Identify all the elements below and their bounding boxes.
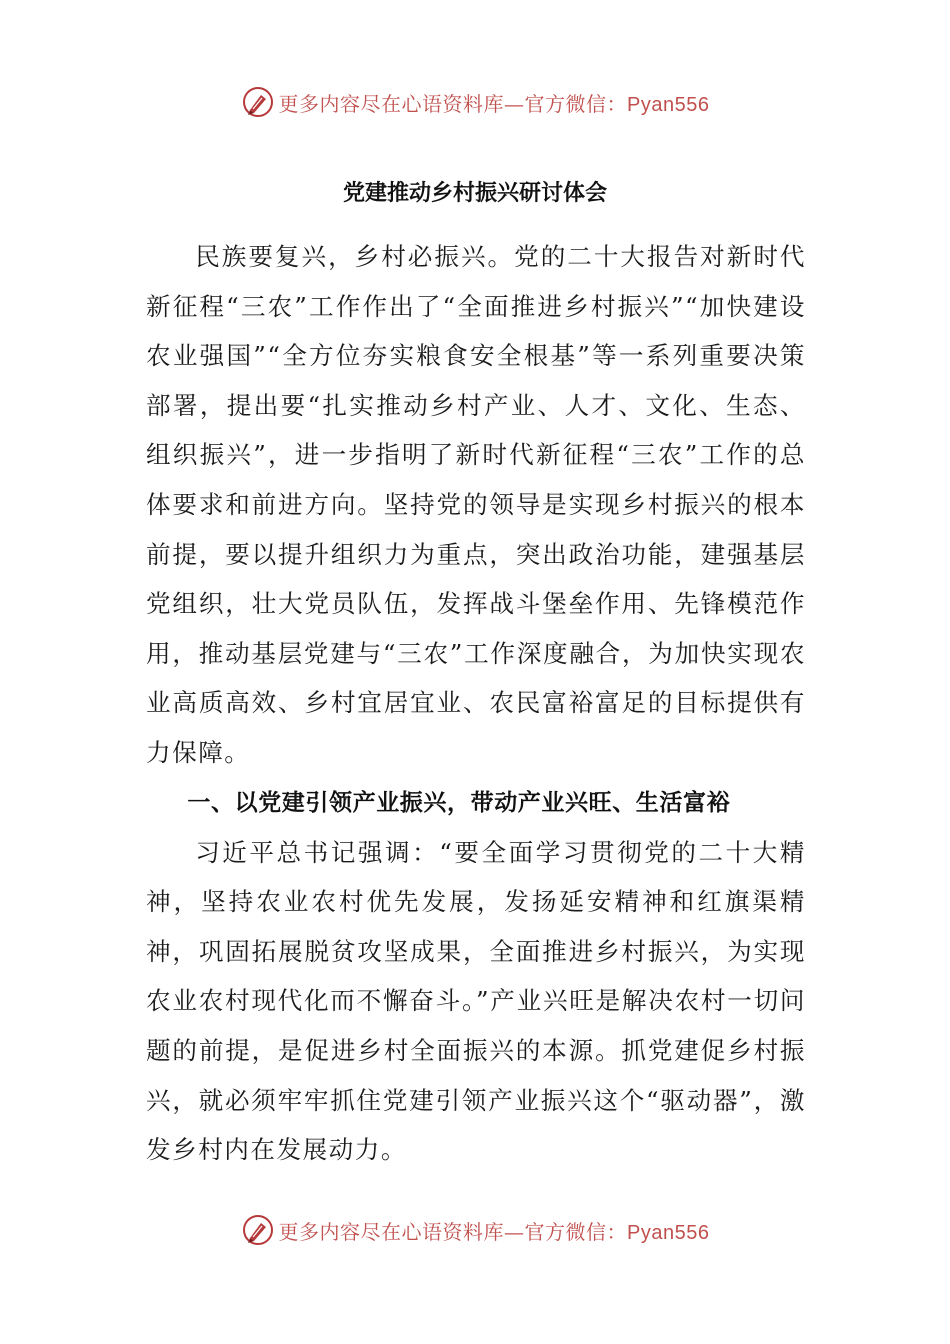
- banner-contact-label: 官方微信：: [524, 1219, 628, 1244]
- banner-contact-id: Pyan556: [627, 93, 710, 116]
- banner-text: [279, 1216, 710, 1245]
- document-body: [146, 232, 806, 1175]
- header-banner: [0, 80, 950, 124]
- section-1-paragraph: 习近平总书记强调：“要全面学习贯彻党的二十大精神，坚持农业农村优先发展，发扬延安精神和红旗渠精神，巩固拓展脱贫攻坚成果，全面推进乡村振兴，为实现农业农村现代化而不懈奋斗。”产业兴旺是解决农村一切问题的前提，是促进乡村全面振兴的本源。抓党建促乡村振兴，就必须牢牢抓住党建引领产业振兴这个“驱动器”，激发乡村内在发展动力。: [146, 837, 806, 1165]
- banner-brand: 更多内容尽在心语资料库: [278, 1219, 505, 1244]
- banner-contact-id: Pyan556: [627, 1221, 710, 1244]
- banner-text: [279, 88, 710, 117]
- section-1-heading: 一、以党建引领产业振兴，带动产业兴旺、生活富裕: [187, 789, 731, 816]
- banner-contact-label: 官方微信：: [524, 91, 628, 116]
- banner-separator: —: [504, 91, 525, 116]
- intro-paragraph: 民族要复兴，乡村必振兴。党的二十大报告对新时代新征程“三农”工作作出了“全面推进乡村振兴”“加快建设农业强国”“全方位夯实粮食安全根基”等一系列重要决策部署，提出要“扎实推动乡村产业、人才、文化、生态、组织振兴”，进一步指明了新时代新征程“三农”工作的总体要求和前进方向。坚持党的领导是实现乡村振兴的根本前提，要以提升组织力为重点，突出政治功能，建强基层党组织，壮大党员队伍，发挥战斗堡垒作用、先锋模范作用，推动基层党建与“三农”工作深度融合，为加快实现农业高质高效、乡村宜居宜业、农民富裕富足的目标提供有力保障。: [146, 242, 806, 767]
- footer-banner: [0, 1208, 950, 1252]
- banner-separator: —: [504, 1219, 525, 1244]
- banner-brand: 更多内容尽在心语资料库: [278, 91, 505, 116]
- pen-nib-logo-icon: [241, 85, 275, 119]
- page-title: 党建推动乡村振兴研讨体会: [342, 181, 607, 206]
- pen-nib-logo-icon: [241, 1213, 275, 1247]
